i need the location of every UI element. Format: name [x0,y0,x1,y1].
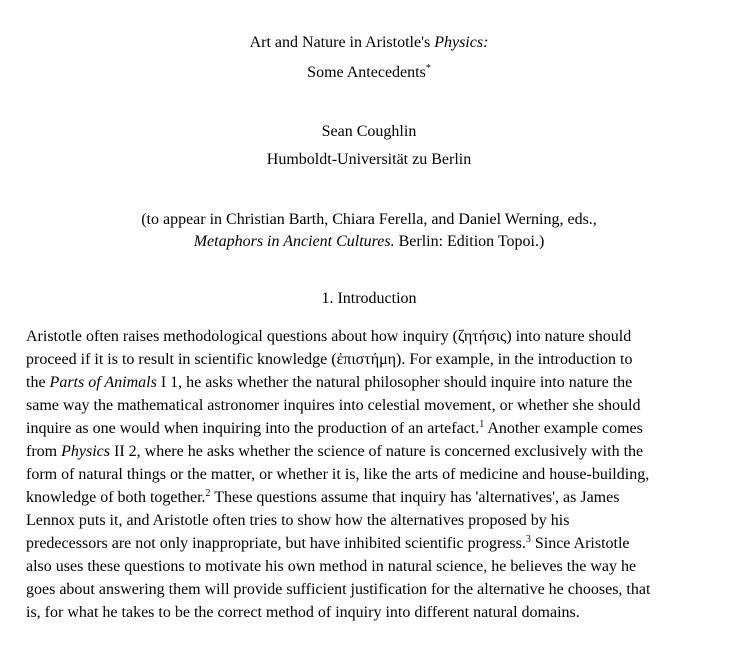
footnote-ref-2[interactable]: 2 [205,488,211,499]
paragraph-line [26,371,726,394]
paragraph-line: Aristotle often raises methodological questions about how inquiry (ζητήσις) into nature should [26,328,632,345]
paragraph-line [26,440,726,463]
text-run: I 1, he asks whether the natural philosopher should inquire into nature the [156,374,633,391]
title-prefix: Art and Nature in Aristotle's [249,34,435,51]
publication-title: Metaphors in Ancient Cultures. [193,233,395,250]
footnote-ref-3[interactable]: 3 [525,534,531,545]
work-title-parts-of-animals: Parts of Animals [49,374,157,391]
text-run: predecessors are not only inappropriate, but have inhibited scientific progress. [26,535,526,552]
publication-note-line-2 [0,230,738,254]
author-name: Sean Coughlin [321,123,417,140]
title-line-2 [0,61,738,85]
paragraph-line: proceed if it is to result in scientific knowledge (ἐπιστήμη). For example, in the introduction to [26,351,633,368]
introduction-paragraph [26,325,726,624]
paragraph-line: is, for what he takes to be the correct method of inquiry into different natural domains. [26,604,580,621]
title-footnote-mark[interactable]: * [425,63,431,74]
work-title-physics: Physics [61,443,110,460]
author-affiliation: Humboldt-Universität zu Berlin [266,151,472,168]
footnote-ref-1[interactable]: 1 [479,419,485,430]
text-run: These questions assume that inquiry has 'alternatives', as James [210,489,620,506]
title-line-1 [0,31,738,55]
text-run: from [26,443,62,460]
paragraph-line: also uses these questions to motivate his own method in natural science, he believes the way he [26,558,637,575]
text-run: Another example comes [484,420,643,437]
paragraph-line: form of natural things or the matter, or whether it is, like the arts of medicine and house-building, [26,466,650,483]
subtitle: Some Antecedents [307,64,426,81]
publication-note-line-1: (to appear in Christian Barth, Chiara Ferella, and Daniel Werning, eds., [141,211,597,228]
text-run: II 2, where he asks whether the science of nature is concerned exclusively with the [109,443,644,460]
title-physics: Physics: [434,34,489,51]
paragraph-line [26,417,726,440]
section-heading: 1. Introduction [321,290,417,307]
text-run: the [26,374,50,391]
paragraph-line: goes about answering them will provide sufficient justification for the alternative he chooses, that [26,581,651,598]
text-run: knowledge of both together. [26,489,206,506]
paragraph-line: same way the mathematical astronomer inquires into celestial movement, or whether she should [26,397,641,414]
paragraph-line: Lennox puts it, and Aristotle often tries to show how the alternatives proposed by his [26,512,570,529]
publication-publisher: Berlin: Edition Topoi.) [394,233,545,250]
text-run: inquire as one would when inquiring into the production of an artefact. [26,420,480,437]
paragraph-line [26,532,726,555]
paragraph-line [26,486,726,509]
text-run: Since Aristotle [530,535,630,552]
